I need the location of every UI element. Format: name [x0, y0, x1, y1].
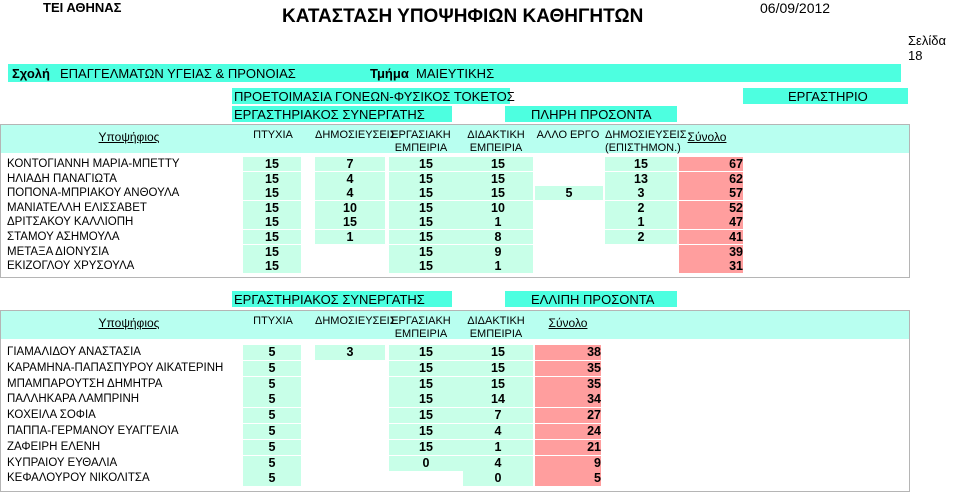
- col-total-2: Σύνολο: [548, 316, 588, 330]
- cell-other: 5: [535, 186, 603, 200]
- table-row: [1, 408, 909, 423]
- col-other: ΑΛΛΟ ΕΡΓΟ: [536, 129, 600, 141]
- page-number: Σελίδα 18: [908, 33, 946, 63]
- table-row: [1, 361, 909, 376]
- cell-work: 15: [389, 345, 463, 360]
- cell-degree: 5: [243, 440, 301, 455]
- cell-degree: 5: [243, 361, 301, 376]
- cell-total: 39: [679, 245, 743, 259]
- cell-other: [535, 157, 603, 171]
- col-candidate-2: Υποψήφιος: [98, 316, 160, 330]
- cell-pub: 7: [315, 157, 385, 171]
- candidate-name: ΚΟΧΕΙΛΑ ΣΟΦΙΑ: [7, 409, 96, 422]
- cell-degree: 15: [243, 186, 301, 200]
- page-title: ΚΑΤΑΣΤΑΣΗ ΥΠΟΨΗΦΙΩΝ ΚΑΘΗΓΗΤΩΝ: [282, 6, 644, 27]
- candidate-name: ΚΕΦΑΛΟΥΡΟΥ ΝΙΚΟΛΙΤΣΑ: [7, 472, 150, 485]
- cell-work: [389, 471, 463, 486]
- cell-total: 52: [679, 201, 743, 215]
- cell-sci: 15: [605, 157, 677, 171]
- candidate-name: ΜΑΝΙΑΤΕΛΛΗ ΕΛΙΣΣΑΒΕΤ: [7, 201, 147, 214]
- col-publications-2: ΔΗΜΟΣΙΕΥΣΕΙΣ: [315, 315, 397, 327]
- department-label: Τμήμα: [370, 66, 409, 81]
- cell-teach: 15: [463, 345, 533, 360]
- cell-teach: 15: [463, 186, 533, 200]
- cell-total: 38: [535, 345, 601, 360]
- table-row: [1, 201, 909, 216]
- cell-degree: 5: [243, 424, 301, 439]
- cell-work: 15: [389, 230, 463, 244]
- cell-teach: 14: [463, 392, 533, 407]
- cell-degree: 15: [243, 245, 301, 259]
- position-title-2: ΕΡΓΑΣΤΗΡΙΑΚΟΣ ΣΥΝΕΡΓΑΤΗΣ: [234, 292, 425, 307]
- cell-work: 15: [389, 361, 463, 376]
- cell-total: 5: [535, 471, 601, 486]
- cell-work: 15: [389, 157, 463, 171]
- cell-sci: 2: [605, 201, 677, 215]
- cell-sci: 2: [605, 230, 677, 244]
- cell-teach: 4: [463, 424, 533, 439]
- cell-total: 34: [535, 392, 601, 407]
- candidate-name: ΜΕΤΑΞΑ ΔΙΟΝΥΣΙΑ: [7, 245, 109, 258]
- col-work-2: ΕΡΓΑΣΙΑΚΗ ΕΜΠΕΙΡΙΑ: [391, 315, 451, 340]
- cell-pub: [315, 424, 385, 439]
- cell-work: 15: [389, 440, 463, 455]
- cell-degree: 5: [243, 392, 301, 407]
- cell-pub: 4: [315, 172, 385, 186]
- cell-teach: 1: [463, 259, 533, 273]
- cell-pub: [315, 456, 385, 471]
- cell-total: 47: [679, 215, 743, 229]
- cell-work: 15: [389, 392, 463, 407]
- candidate-name: ΖΑΦΕΙΡΗ ΕΛΕΝΗ: [7, 440, 101, 453]
- cell-pub: 4: [315, 186, 385, 200]
- candidate-name: ΚΥΠΡΑΙΟΥ ΕΥΘΑΛΙΑ: [7, 456, 118, 469]
- cell-degree: 15: [243, 157, 301, 171]
- qualification-title-2: ΕΛΛΙΠΗ ΠΡΟΣΟΝΤΑ: [531, 292, 655, 307]
- cell-total: 9: [535, 456, 601, 471]
- cell-pub: 1: [315, 230, 385, 244]
- candidate-name: ΔΡΙΤΣΑΚΟΥ ΚΑΛΛΙΟΠΗ: [7, 216, 134, 229]
- cell-teach: 8: [463, 230, 533, 244]
- col-total: Σύνολο: [687, 130, 727, 144]
- cell-total: 21: [535, 440, 601, 455]
- position-title: ΕΡΓΑΣΤΗΡΙΑΚΟΣ ΣΥΝΕΡΓΑΤΗΣ: [234, 107, 425, 122]
- cell-work: 15: [389, 245, 463, 259]
- cell-work: 15: [389, 408, 463, 423]
- candidate-name: ΠΑΠΠΑ-ΓΕΡΜΑΝΟΥ ΕΥΑΓΓΕΛΙΑ: [7, 425, 179, 437]
- col-scientific-publications: ΔΗΜΟΣΙΕΥΣΕΙΣ (ΕΠΙΣΤΗΜΟΝ.): [605, 129, 687, 154]
- cell-work: 15: [389, 215, 463, 229]
- cell-degree: 5: [243, 408, 301, 423]
- cell-teach: 0: [463, 471, 533, 486]
- report-date: 06/09/2012: [760, 0, 831, 16]
- table-row: [1, 172, 909, 187]
- cell-other: [535, 259, 603, 273]
- department-value: ΜΑΙΕΥΤΙΚΗΣ: [416, 66, 495, 81]
- candidate-name: ΜΠΑΜΠΑΡΟΥΤΣΗ ΔΗΜΗΤΡΑ: [7, 377, 163, 390]
- cell-teach: 9: [463, 245, 533, 259]
- school-label: Σχολή: [12, 66, 50, 81]
- cell-work: 0: [389, 456, 463, 471]
- cell-total: 24: [535, 424, 601, 439]
- cell-sci: [605, 259, 677, 273]
- cell-teach: 15: [463, 157, 533, 171]
- cell-other: [535, 215, 603, 229]
- cell-work: 15: [389, 259, 463, 273]
- table-row: [1, 215, 909, 230]
- col-publications: ΔΗΜΟΣΙΕΥΣΕΙΣ: [315, 129, 397, 141]
- col-degree: ΠΤΥΧΙΑ: [253, 129, 293, 141]
- cell-teach: 15: [463, 172, 533, 186]
- cell-degree: 15: [243, 172, 301, 186]
- table-row: [1, 259, 909, 274]
- col-teaching-2: ΔΙΔΑΚΤΙΚΗ ΕΜΠΕΙΡΙΑ: [467, 315, 525, 340]
- cell-degree: 5: [243, 471, 301, 486]
- cell-work: 15: [389, 186, 463, 200]
- table-row: [1, 345, 909, 360]
- table-row: [1, 377, 909, 392]
- cell-degree: 5: [243, 377, 301, 392]
- candidate-name: ΓΙΑΜΑΛΙΔΟΥ ΑΝΑΣΤΑΣΙΑ: [7, 346, 141, 358]
- cell-pub: [315, 392, 385, 407]
- cell-degree: 15: [243, 215, 301, 229]
- cell-pub: [315, 245, 385, 259]
- table-row: [1, 424, 909, 439]
- cell-sci: 13: [605, 172, 677, 186]
- cell-teach: 1: [463, 440, 533, 455]
- cell-sci: 1: [605, 215, 677, 229]
- cell-degree: 15: [243, 259, 301, 273]
- col-teaching: ΔΙΔΑΚΤΙΚΗ ΕΜΠΕΙΡΙΑ: [467, 129, 525, 154]
- cell-other: [535, 201, 603, 215]
- candidate-name: ΚΑΡΑΜΗΝΑ-ΠΑΠΑΣΠΥΡΟΥ ΑΙΚΑΤΕΡΙΝΗ: [7, 361, 224, 374]
- table-partial-qualifications: [0, 310, 910, 492]
- table-row: [1, 230, 909, 245]
- cell-total: 31: [679, 259, 743, 273]
- cell-total: 35: [535, 361, 601, 376]
- cell-degree: 15: [243, 230, 301, 244]
- school-value: ΕΠΑΓΓΕΛΜΑΤΩΝ ΥΓΕΙΑΣ & ΠΡΟΝΟΙΑΣ: [60, 66, 296, 81]
- table-row: [1, 157, 909, 172]
- col-candidate: Υποψήφιος: [98, 130, 160, 144]
- type-title: ΕΡΓΑΣΤΗΡΙΟ: [788, 89, 868, 104]
- cell-teach: 1: [463, 215, 533, 229]
- cell-other: [535, 172, 603, 186]
- candidate-name: ΠΑΛΛΗΚΑΡΑ ΛΑΜΠΡΙΝΗ: [7, 393, 140, 406]
- cell-pub: [315, 259, 385, 273]
- cell-sci: 3: [605, 186, 677, 200]
- cell-teach: 4: [463, 456, 533, 471]
- cell-work: 15: [389, 201, 463, 215]
- candidate-name: ΚΟΝΤΟΓΙΑΝΝΗ ΜΑΡΙΑ-ΜΠΕΤΤΥ: [7, 158, 180, 170]
- table-row: [1, 440, 909, 455]
- table-full-qualifications: [0, 124, 910, 278]
- course-title: ΠΡΟΕΤΟΙΜΑΣΙΑ ΓΟΝΕΩΝ-ΦΥΣΙΚΟΣ ΤΟΚΕΤΟΣ: [234, 89, 515, 104]
- table-row: [1, 471, 909, 486]
- cell-degree: 5: [243, 456, 301, 471]
- cell-degree: 5: [243, 345, 301, 360]
- col-work: ΕΡΓΑΣΙΑΚΗ ΕΜΠΕΙΡΙΑ: [391, 129, 451, 154]
- cell-total: 57: [679, 186, 743, 200]
- cell-pub: 15: [315, 215, 385, 229]
- cell-pub: [315, 377, 385, 392]
- candidate-name: ΣΤΑΜΟΥ ΑΣΗΜΟΥΛΑ: [7, 231, 120, 243]
- cell-pub: 3: [315, 345, 385, 360]
- cell-work: 15: [389, 377, 463, 392]
- cell-teach: 7: [463, 408, 533, 423]
- cell-total: 67: [679, 157, 743, 171]
- candidate-name: ΕΚΙΖΟΓΛΟΥ ΧΡΥΣΟΥΛΑ: [7, 260, 135, 273]
- cell-teach: 15: [463, 361, 533, 376]
- cell-pub: [315, 361, 385, 376]
- cell-sci: [605, 245, 677, 259]
- cell-other: [535, 230, 603, 244]
- cell-pub: [315, 408, 385, 423]
- table-row: [1, 186, 909, 201]
- col-degree-2: ΠΤΥΧΙΑ: [253, 315, 293, 327]
- cell-pub: [315, 440, 385, 455]
- cell-work: 15: [389, 424, 463, 439]
- cell-total: 27: [535, 408, 601, 423]
- table-row: [1, 392, 909, 407]
- cell-teach: 10: [463, 201, 533, 215]
- cell-teach: 15: [463, 377, 533, 392]
- cell-pub: [315, 471, 385, 486]
- cell-pub: 10: [315, 201, 385, 215]
- table-row: [1, 456, 909, 471]
- cell-total: 62: [679, 172, 743, 186]
- institution-name: ΤΕΙ ΑΘΗΝΑΣ: [43, 0, 122, 15]
- cell-other: [535, 245, 603, 259]
- candidate-name: ΗΛΙΑΔΗ ΠΑΝΑΓΙΩΤΑ: [7, 172, 117, 185]
- cell-degree: 15: [243, 201, 301, 215]
- cell-total: 41: [679, 230, 743, 244]
- qualification-title: ΠΛΗΡΗ ΠΡΟΣΟΝΤΑ: [531, 107, 652, 122]
- candidate-name: ΠΟΠΟΝΑ-ΜΠΡΙΑΚΟΥ ΑΝΘΟΥΛΑ: [7, 187, 180, 200]
- table-row: [1, 245, 909, 260]
- cell-work: 15: [389, 172, 463, 186]
- cell-total: 35: [535, 377, 601, 392]
